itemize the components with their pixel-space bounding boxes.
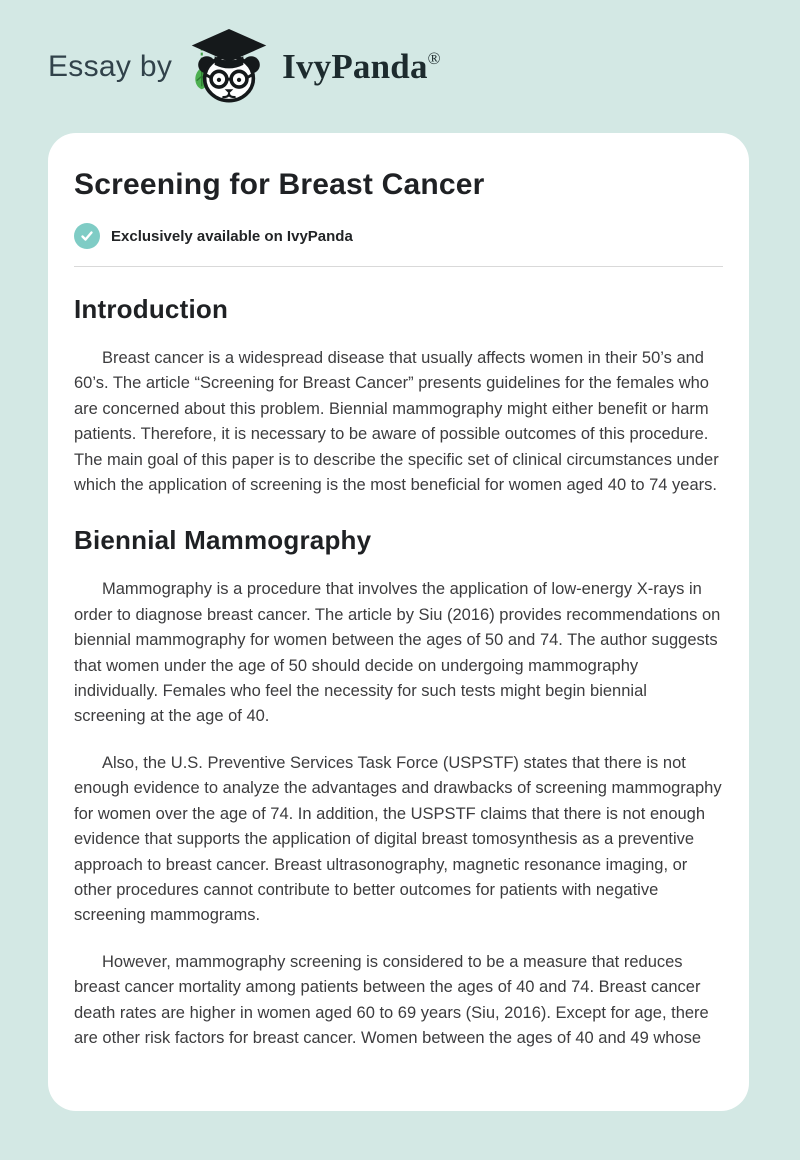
availability-label: Exclusively available on IvyPanda bbox=[111, 227, 353, 245]
check-icon bbox=[74, 223, 100, 249]
essay-card bbox=[48, 133, 749, 1111]
site-header bbox=[0, 0, 800, 133]
divider bbox=[74, 266, 723, 267]
registered-mark: ® bbox=[427, 48, 441, 68]
ivypanda-panda-logo-icon bbox=[186, 26, 272, 108]
section-heading-introduction: Introduction bbox=[74, 294, 229, 324]
paragraph: Breast cancer is a widespread disease that usually affects women in their 50’s and 60’s. The article “Screening for Breast Cancer” presents guidelines for the females who are concerned about this problem. Biennial mammography might either benefit or harm patients. Therefore, it is necessary to be aware of possible outcomes of this procedure. The main goal of this paper is to describe the specific set of clinical circumstances under which the application of screening is the most beneficial for women aged 40 to 74 years. bbox=[74, 349, 719, 495]
paragraph: Mammography is a procedure that involves the application of low-energy X-rays in order to diagnose breast cancer. The article by Siu (2016) provides recommendations on biennial mammography for women between the ages of 50 and 74. The author suggests that women under the age of 50 should decide on undergoing mammography individually. Females who feel the necessity for such tests might begin biennial screening at the age of 40. bbox=[74, 580, 721, 726]
page-title: Screening for Breast Cancer bbox=[74, 168, 485, 201]
paragraph: However, mammography screening is considered to be a measure that reduces breast cancer mortality among patients between the ages of 40 and 74. Breast cancer death rates are higher in women aged 60 to 69 years (Siu, 2016). Except for age, there are other risk factors for breast cancer. Women between the ages of 40 and 49 whose bbox=[74, 952, 709, 1047]
paragraph: Also, the U.S. Preventive Services Task Force (USPSTF) states that there is not enough evidence to analyze the advantages and drawbacks of screening mammography for women over the age of 74. In addition, the USPSTF claims that there is not enough evidence that supports the application of digital breast tomosynthesis as a preventive approach to breast cancer. Breast ultrasonography, magnetic resonance imaging, or other procedures cannot contribute to better outcomes for patients with negative screening mammograms. bbox=[74, 753, 722, 925]
section-heading-biennial-mammography: Biennial Mammography bbox=[74, 525, 372, 556]
brand-name: IvyPanda® bbox=[282, 46, 441, 86]
availability-row bbox=[74, 223, 723, 249]
essay-by-label: Essay by bbox=[48, 49, 173, 83]
